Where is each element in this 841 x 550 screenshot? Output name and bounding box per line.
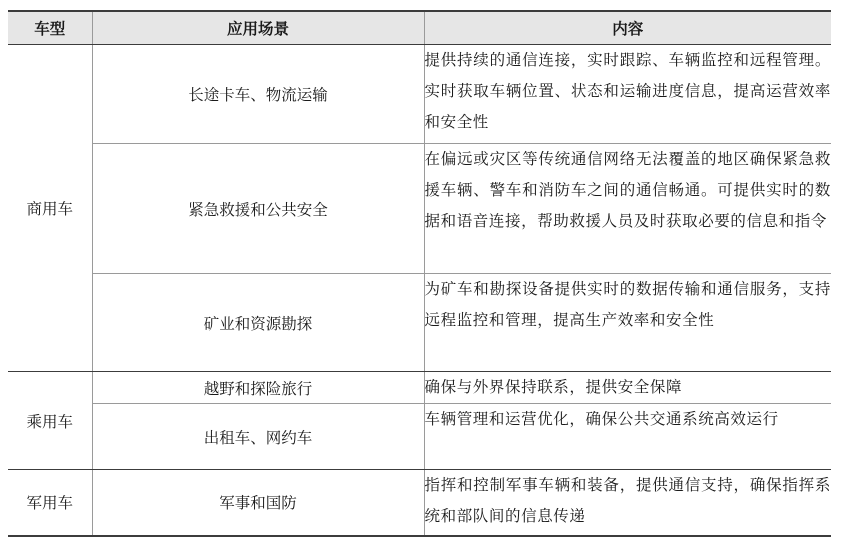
scene-cell: 出租车、网约车 <box>92 404 424 470</box>
table-row <box>8 274 831 372</box>
table-header-row <box>8 11 831 45</box>
content-cell: 为矿车和勘探设备提供实时的数据传输和通信服务，支持远程监控和管理，提高生产效率和安全性 <box>424 274 831 372</box>
category-cell-passenger: 乘用车 <box>8 372 92 470</box>
content-cell: 提供持续的通信连接，实时跟踪、车辆监控和远程管理。实时获取车辆位置、状态和运输进度信息，提高运营效率和安全性 <box>424 45 831 144</box>
vehicle-application-table <box>8 10 831 537</box>
scene-cell: 军事和国防 <box>92 470 424 536</box>
category-cell-commercial: 商用车 <box>8 45 92 372</box>
scene-cell: 矿业和资源勘探 <box>92 274 424 372</box>
scene-cell: 长途卡车、物流运输 <box>92 45 424 144</box>
content-cell: 确保与外界保持联系，提供安全保障 <box>424 372 831 404</box>
scene-cell: 紧急救援和公共安全 <box>92 144 424 274</box>
table-row <box>8 404 831 470</box>
table-row <box>8 144 831 274</box>
content-cell: 在偏远或灾区等传统通信网络无法覆盖的地区确保紧急救援车辆、警车和消防车之间的通信畅通。可提供实时的数据和语音连接，帮助救援人员及时获取必要的信息和指令 <box>424 144 831 274</box>
table-row <box>8 372 831 404</box>
scene-cell: 越野和探险旅行 <box>92 372 424 404</box>
content-cell: 指挥和控制军事车辆和装备，提供通信支持，确保指挥系统和部队间的信息传递 <box>424 470 831 536</box>
table-row <box>8 45 831 144</box>
header-content: 内容 <box>424 11 831 45</box>
content-cell: 车辆管理和运营优化，确保公共交通系统高效运行 <box>424 404 831 470</box>
header-scene: 应用场景 <box>92 11 424 45</box>
header-category: 车型 <box>8 11 92 45</box>
category-cell-military: 军用车 <box>8 470 92 536</box>
table-row <box>8 470 831 536</box>
